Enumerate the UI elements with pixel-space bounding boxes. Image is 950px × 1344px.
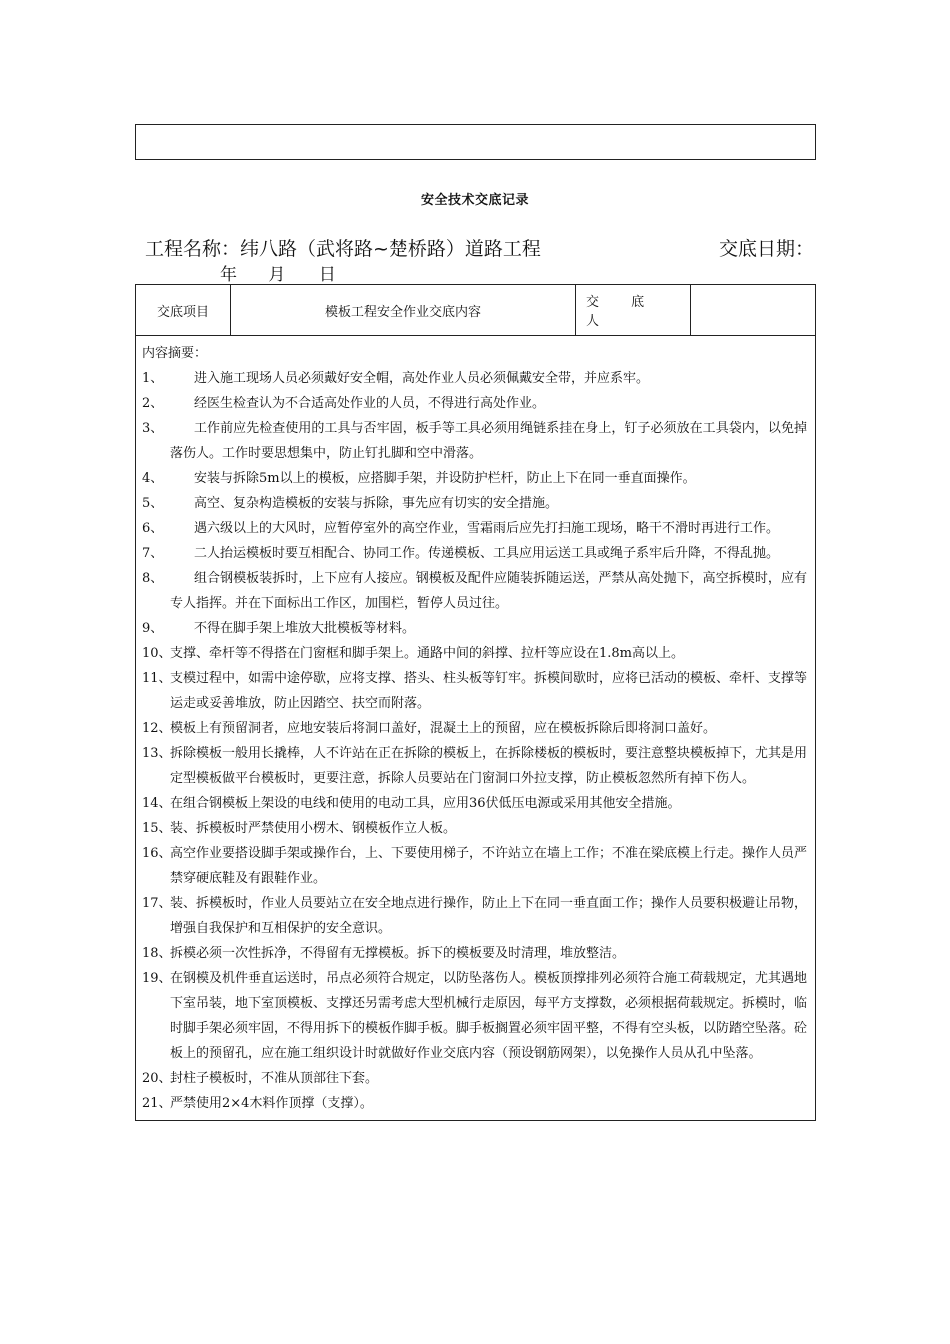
- list-item-text: 经医生检查认为不合适高处作业的人员，不得进行高处作业。: [194, 396, 546, 411]
- person-label-cell: 交 底 人: [576, 285, 691, 336]
- briefing-table: [135, 284, 816, 1121]
- project-name: 纬八路（武将路~楚桥路）道路工程: [240, 238, 541, 260]
- list-item-text: 支模过程中，如需中途停歇，应将支撑、搭头、柱头板等钉牢。拆模间歇时，应将已活动的模板、牵杆、支撑等运走或妥善堆放，防止因踏空、扶空而附落。: [170, 671, 808, 711]
- list-item: [142, 366, 807, 391]
- list-item-number: 6、: [142, 521, 164, 536]
- list-item-text: 装、拆模板时，作业人员要站立在安全地点进行操作，防止上下在同一垂直面工作；操作人员要积极避让吊物，增强自我保护和互相保护的安全意识。: [170, 896, 808, 936]
- content-row: [136, 336, 816, 1121]
- item-list: [142, 366, 807, 1116]
- list-item-number: 18、: [142, 946, 172, 961]
- list-item-text: 在组合钢模板上架设的电线和使用的电动工具，应用36伏低压电源或采用其他安全措施。: [170, 796, 681, 811]
- project-line: [145, 234, 541, 261]
- list-item-number: 9、: [142, 621, 164, 636]
- list-item-text: 高空、复杂构造模板的安装与拆除，事先应有切实的安全措施。: [194, 496, 559, 511]
- blank-header-box: [135, 124, 816, 160]
- list-item: [142, 516, 807, 541]
- item-label-cell: 交底项目: [136, 285, 231, 336]
- list-item-number: 19、: [142, 971, 172, 986]
- list-item-number: 8、: [142, 571, 164, 586]
- list-item-text: 工作前应先检查使用的工具与否牢固，板手等工具必须用绳链系挂在身上，钉子必须放在工具袋内，以免掉落伤人。工作时要思想集中，防止钉扎脚和空中滑落。: [170, 421, 807, 461]
- list-item: [142, 816, 807, 841]
- list-item-text: 组合钢模板装拆时，上下应有人接应。钢模板及配件应随装拆随运送，严禁从高处抛下，高空拆模时，应有专人指挥。并在下面标出工作区，加围栏，暂停人员过往。: [170, 571, 807, 611]
- list-item: [142, 1091, 807, 1116]
- list-item-number: 4、: [142, 471, 164, 486]
- list-item: [142, 641, 807, 666]
- list-item: [142, 716, 807, 741]
- list-item-text: 高空作业要搭设脚手架或操作台，上、下要使用梯子，不许站立在墙上工作；不准在梁底模上行走。操作人员严禁穿硬底鞋及有跟鞋作业。: [170, 846, 808, 886]
- date-year: 年: [220, 265, 237, 285]
- list-item: [142, 966, 807, 1066]
- list-item-number: 10、: [142, 646, 172, 661]
- list-item-number: 13、: [142, 746, 172, 761]
- list-item: [142, 1066, 807, 1091]
- list-item: [142, 541, 807, 566]
- list-item-text: 支撑、牵杆等不得搭在门窗框和脚手架上。通路中间的斜撑、拉杆等应设在1.8m高以上。: [170, 646, 685, 661]
- list-item-number: 20、: [142, 1071, 172, 1086]
- date-day: 日: [318, 265, 336, 285]
- list-item-number: 5、: [142, 496, 164, 511]
- list-item-text: 遇六级以上的大风时，应暂停室外的高空作业，雪霜雨后应先打扫施工现场，略干不滑时再进行工作。: [194, 521, 780, 536]
- list-item-number: 15、: [142, 821, 172, 836]
- list-item-number: 1、: [142, 371, 164, 386]
- list-item-number: 17、: [142, 896, 172, 911]
- item-value-cell: 模板工程安全作业交底内容: [231, 285, 576, 336]
- list-item: [142, 391, 807, 416]
- list-item-number: 7、: [142, 546, 164, 561]
- list-item: [142, 566, 807, 616]
- list-item-text: 严禁使用2×4木料作顶撑（支撑）。: [170, 1096, 373, 1111]
- header-row: [136, 285, 816, 336]
- content-cell: [136, 336, 816, 1121]
- list-item: [142, 891, 807, 941]
- list-item: [142, 741, 807, 791]
- list-item: [142, 616, 807, 641]
- person-value-cell: [691, 285, 816, 336]
- summary-label: 内容摘要：: [142, 346, 208, 361]
- list-item-text: 进入施工现场人员必须戴好安全帽，高处作业人员必须佩戴安全带，并应系牢。: [194, 371, 650, 386]
- list-item-text: 装、拆模板时严禁使用小楞木、钢模板作立人板。: [170, 821, 457, 836]
- date-fields: [220, 260, 336, 285]
- list-item: [142, 941, 807, 966]
- list-item-text: 在钢模及机件垂直运送时，吊点必须符合规定，以防坠落伤人。模板顶撑排列必须符合施工荷载规定，尤其遇地下室吊装，地下室顶模板、支撑还另需考虑大型机械行走原因，每平方支撑数，必须根据荷载规定。拆模时，临时脚手架必须牢固，不得用拆下的模板作脚手板。脚手板搁置必须牢固平整，不得有空头板，以防踏空坠落。砼板上的预留孔，应在施工组织设计时就做好作业交底内容（预设钢筋网架），以免操作人员从孔中坠落。: [170, 971, 808, 1061]
- list-item: [142, 841, 807, 891]
- list-item-number: 21、: [142, 1096, 172, 1111]
- date-label: 交底日期：: [718, 238, 814, 260]
- list-item-number: 11、: [142, 671, 172, 686]
- list-item-text: 拆模必须一次性拆净，不得留有无撑模板。拆下的模板要及时清理，堆放整洁。: [170, 946, 626, 961]
- list-item-number: 14、: [142, 796, 172, 811]
- list-item-text: 模板上有预留洞者，应地安装后将洞口盖好，混凝土上的预留，应在模板拆除后即将洞口盖好。: [170, 721, 717, 736]
- list-item-text: 不得在脚手架上堆放大批模板等材料。: [194, 621, 416, 636]
- list-item-number: 16、: [142, 846, 172, 861]
- list-item: [142, 491, 807, 516]
- project-label: 工程名称：: [145, 238, 241, 260]
- list-item: [142, 666, 807, 716]
- list-item-text: 安装与拆除5m以上的模板，应搭脚手架，并设防护栏杆，防止上下在同一垂直面操作。: [194, 471, 696, 486]
- list-item: [142, 416, 807, 466]
- list-item: [142, 791, 807, 816]
- page-title: 安全技术交底记录: [420, 193, 529, 208]
- list-item-text: 封柱子模板时，不准从顶部往下套。: [170, 1071, 379, 1086]
- list-item-text: 拆除模板一般用长撬棒，人不许站在正在拆除的模板上，在拆除楼板的模板时，要注意整块模板掉下，尤其是用定型模板做平台模板时，更要注意，拆除人员要站在门窗洞口外拉支撑，防止模板忽然所有掉下伤人。: [170, 746, 808, 786]
- date-month: 月: [268, 265, 286, 285]
- list-item-text: 二人抬运模板时要互相配合、协同工作。传递模板、工具应用运送工具或绳子系牢后升降，不得乱抛。: [194, 546, 780, 561]
- list-item-number: 2、: [142, 396, 164, 411]
- list-item: [142, 466, 807, 491]
- list-item-number: 3、: [142, 421, 164, 436]
- list-item-number: 12、: [142, 721, 172, 736]
